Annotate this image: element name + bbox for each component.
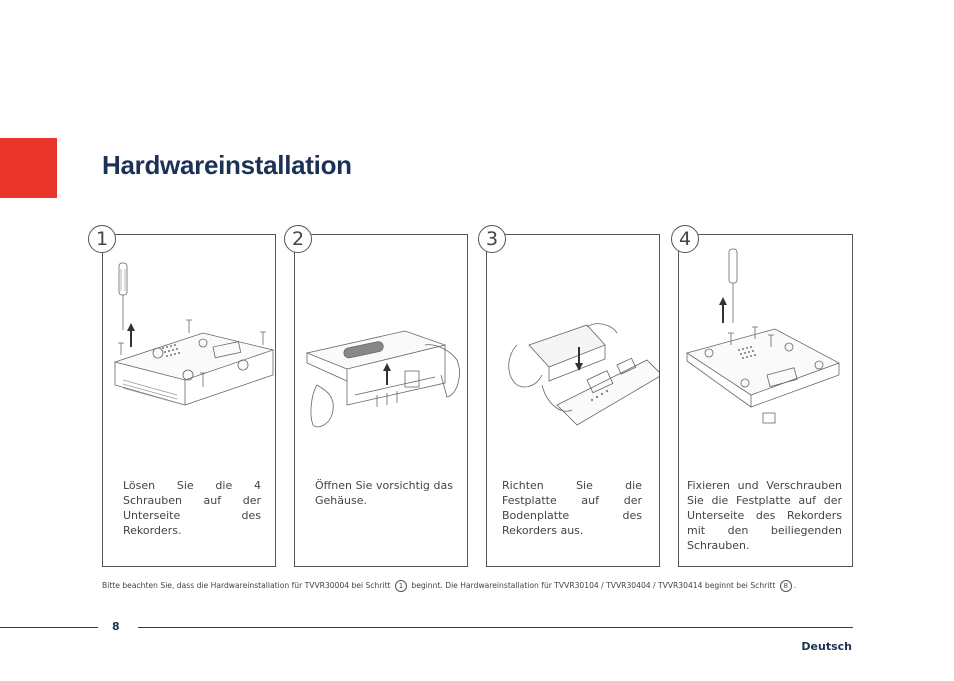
accent-tab <box>0 138 57 198</box>
step-1-panel <box>102 234 276 567</box>
footer-rule-right <box>138 627 853 628</box>
step-text: Öffnen Sie vorsichtig das Gehäuse. <box>315 479 453 507</box>
footnote <box>102 580 796 592</box>
step-3-panel <box>486 234 660 567</box>
footnote-text: . <box>793 581 797 590</box>
step-2-illustration <box>295 235 467 465</box>
step-text: Lösen Sie die 4 Schrauben auf der Unterseite des Rekorders. <box>123 479 261 537</box>
step-3-illustration <box>487 235 659 465</box>
step-reference-badge: 1 <box>395 580 407 592</box>
step-text: Richten Sie die Festplatte auf der Bodenplatte des Rekorders aus. <box>502 479 642 537</box>
step-4-illustration <box>679 235 852 465</box>
language-label: Deutsch <box>801 640 852 653</box>
step-number-badge: 4 <box>671 225 699 253</box>
step-2-panel <box>294 234 468 567</box>
step-number-badge: 2 <box>284 225 312 253</box>
page-title: Hardwareinstallation <box>102 150 352 180</box>
step-1-illustration <box>103 235 275 465</box>
step-number-badge: 1 <box>88 225 116 253</box>
footer-rule-left <box>0 627 98 628</box>
footnote-text: Bitte beachten Sie, dass die Hardwareinstallation für TVVR30004 bei Schritt <box>102 581 391 590</box>
step-reference-badge: 8 <box>780 580 792 592</box>
step-text: Fixieren und Verschrauben Sie die Festplatte auf der Unterseite des Rekorders mit den beiliegenden Schrauben. <box>687 479 842 552</box>
footnote-text: beginnt. Die Hardwareinstallation für TVVR30104 / TVVR30404 / TVVR30414 beginnt bei Schritt <box>411 581 776 590</box>
step-number-badge: 3 <box>478 225 506 253</box>
page-number: 8 <box>112 620 120 633</box>
step-4-panel <box>678 234 853 567</box>
